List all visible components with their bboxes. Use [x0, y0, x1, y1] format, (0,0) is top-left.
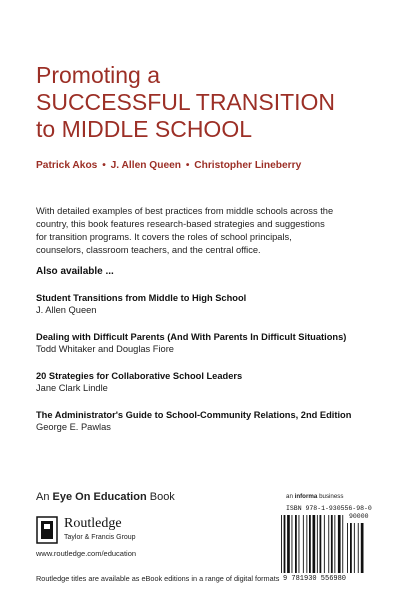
list-item [36, 331, 366, 355]
informa-prefix: an [286, 493, 293, 500]
book-item-title: Dealing with Difficult Parents (And With Parents In Difficult Situations) [36, 332, 347, 342]
isbn-text: ISBN 978-1-930556-98-0 [286, 505, 372, 512]
book-item-author: Todd Whitaker and Douglas Fiore [36, 344, 174, 354]
eoe-suffix: Book [149, 491, 175, 503]
separator-dot: • [185, 160, 190, 171]
title-line-2: SUCCESSFUL TRANSITION [36, 89, 336, 115]
book-item-author: George E. Pawlas [36, 422, 111, 432]
title-line-3: to MIDDLE SCHOOL [36, 116, 252, 142]
author-name: Christopher Lineberry [194, 160, 302, 171]
footer-note: Routledge titles are available as eBook editions in a range of digital formats [36, 574, 280, 583]
book-item-author: Jane Clark Lindle [36, 383, 108, 393]
publisher-name: Routledge [64, 516, 122, 531]
book-title [36, 62, 376, 143]
list-item [36, 292, 366, 316]
book-item-title: 20 Strategies for Collaborative School Leaders [36, 371, 243, 381]
eoe-brand: Eye On Education [52, 491, 147, 503]
also-available-heading: Also available ... [36, 266, 114, 277]
informa-brand: informa [294, 493, 318, 500]
author-name: Patrick Akos [36, 160, 98, 171]
barcode-icon [281, 515, 371, 575]
book-item-title: The Administrator's Guide to School-Community Relations, 2nd Edition [36, 410, 352, 420]
publisher-url: www.routledge.com/education [36, 549, 137, 558]
list-item [36, 370, 366, 394]
eye-on-education-line [36, 491, 175, 503]
book-item-author: J. Allen Queen [36, 305, 97, 315]
title-line-1: Promoting a [36, 62, 161, 88]
publisher-sub: Taylor & Francis Group [64, 534, 136, 541]
book-description: With detailed examples of best practices from middle schools across the country, this book features research-based strategies and suggestions for transition programs. It covers the roles of school principals, counselors, classroom teachers, and the central office. [36, 206, 334, 255]
eoe-prefix: An [36, 491, 50, 503]
barcode-price-code: 90000 [349, 513, 369, 520]
authors-line [36, 160, 376, 171]
separator-dot: • [102, 160, 106, 171]
publisher-logo [36, 514, 206, 548]
informa-suffix: business [319, 493, 344, 500]
book-item-title: Student Transitions from Middle to High School [36, 293, 247, 303]
also-available-list [36, 292, 366, 448]
barcode-number: 9 781930 556980 [283, 575, 347, 583]
list-item [36, 409, 366, 433]
routledge-logo-icon [36, 516, 58, 544]
author-name: J. Allen Queen [110, 160, 181, 171]
informa-line [286, 493, 343, 500]
